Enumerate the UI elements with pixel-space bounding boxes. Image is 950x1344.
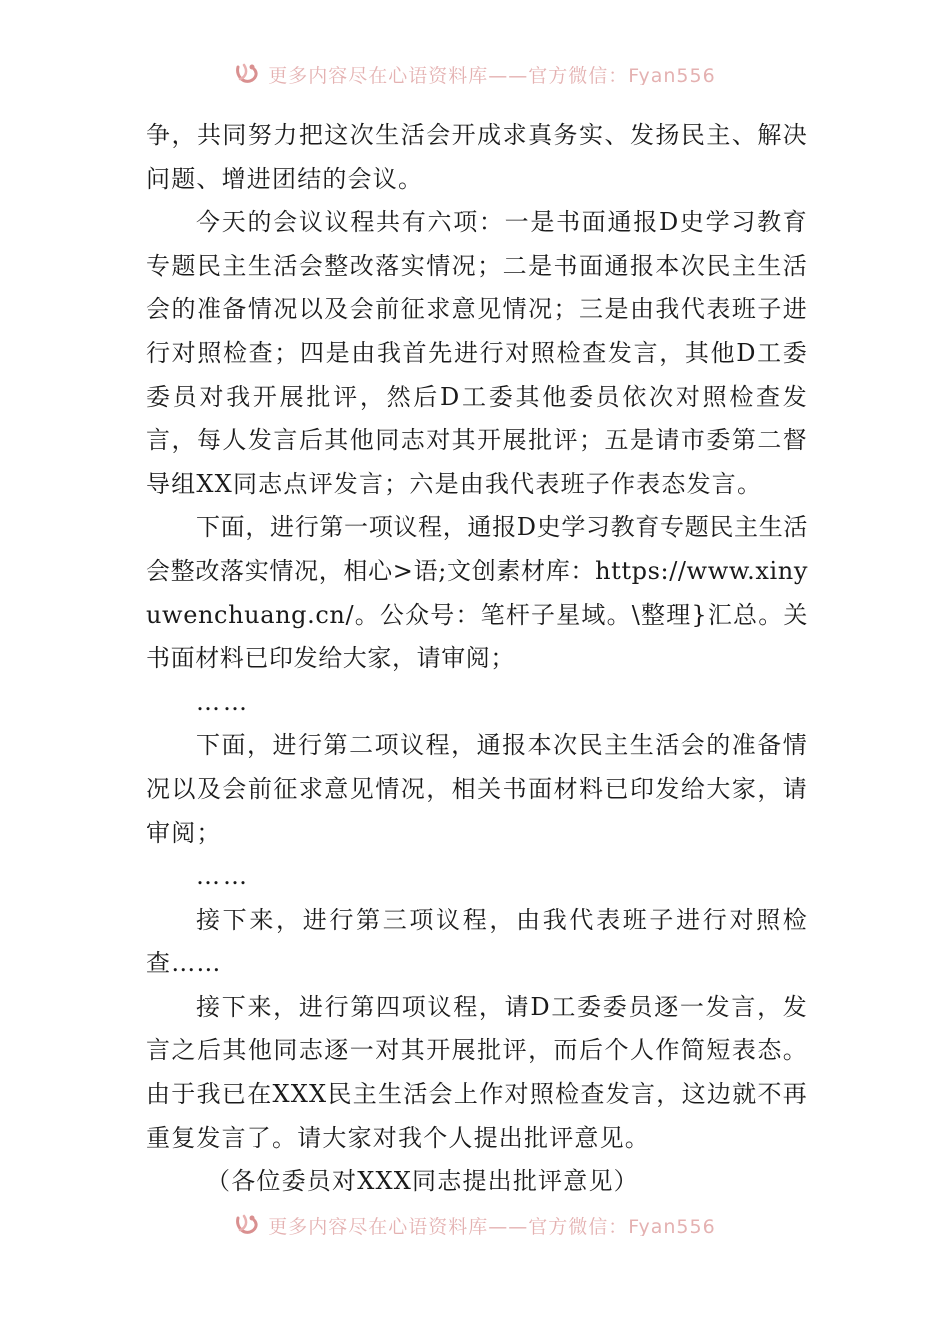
- paragraph-agenda: 今天的会议议程共有六项：一是书面通报D史学习教育专题民主生活会整改落实情况；二是书面通报本次民主生活会的准备情况以及会前征求意见情况；三是由我代表班子进行对照检查；四是由我首先进行对照检查发言，其他D工委委员对我开展批评，然后D工委其他委员依次对照检查发言，每人发言后其他同志对其开展批评；五是请市委第二督导组XX同志点评发言；六是由我代表班子作表态发言。: [146, 208, 808, 498]
- paragraph-continuation: 争，共同努力把这次生活会开成求真务实、发扬民主、解决问题、增进团结的会议。: [146, 121, 808, 193]
- watermark-text: 更多内容尽在心语资料库——官方微信：Fyan556: [268, 64, 716, 85]
- document-body: [146, 114, 808, 1204]
- header-watermark-banner: [0, 55, 950, 85]
- paragraph-item-three: 接下来，进行第三项议程，由我代表班子进行对照检查……: [146, 905, 808, 978]
- paragraph-item-two: 下面，进行第二项议程，通报本次民主生活会的准备情况以及会前征求意见情况，相关书面材料已印发给大家，请审阅；: [146, 731, 808, 847]
- ellipsis-line: ……: [196, 862, 250, 891]
- paragraph-item-one: 下面，进行第一项议程，通报D史学习教育专题民主生活会整改落实情况，相心>语;文创素材库：https://www.xinyuwenchuang.cn/。公众号：笔杆子星域。\整理}汇总。关书面材料已印发给大家，请审阅；: [146, 513, 808, 673]
- ellipsis-line: ……: [196, 687, 250, 716]
- paragraph-criticism-note: （各位委员对XXX同志提出批评意见）: [206, 1167, 639, 1196]
- footer-watermark-banner: [0, 1206, 950, 1236]
- paragraph-item-four: 接下来，进行第四项议程，请D工委委员逐一发言，发言之后其他同志逐一对其开展批评，而后个人作简短表态。由于我已在XXX民主生活会上作对照检查发言，这边就不再重复发言了。请大家对我个人提出批评意见。: [146, 992, 808, 1152]
- watermark-text: 更多内容尽在心语资料库——官方微信：Fyan556: [268, 1215, 716, 1236]
- xinyu-logo-icon: [234, 1212, 262, 1236]
- xinyu-logo-icon: [234, 61, 262, 85]
